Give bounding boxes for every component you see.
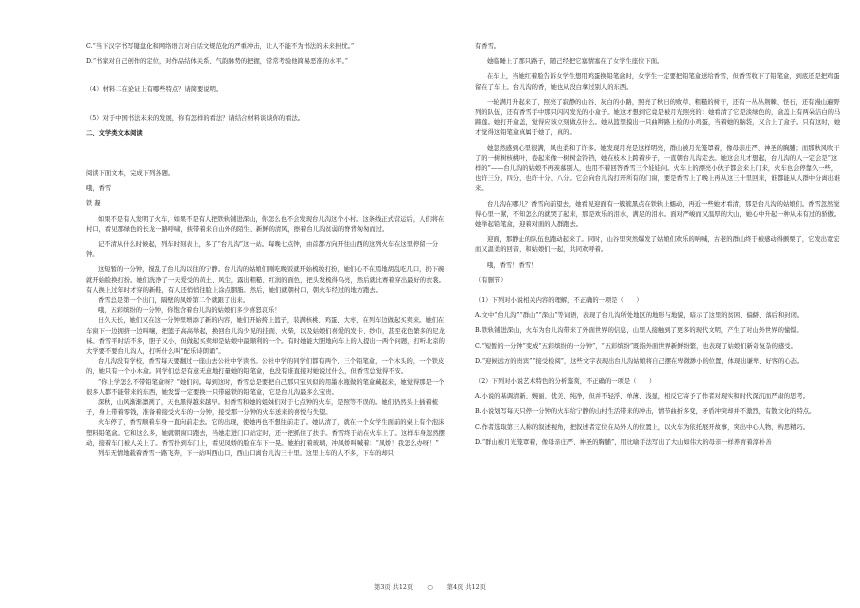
section-heading: 二、文学类文本阅读 — [86, 129, 143, 137]
question-2-option-c: C.作者选取第三人称的叙述视角，把叙述者定位在局外人的位置上，以火车为依托展开故事，突出中心人物，构思精巧。 — [475, 423, 810, 431]
option-d: D.“书家对自己创作的定位，对作品结体关系、气韵脉势的把握，常常考验他简易恶准的水平。” — [86, 58, 348, 66]
story-paragraph: 台儿沟没有学校，香雪每天要翻过一座山去公社中学读书。公社中学的同学们都有两个、三个铅笔盒，一个木头的，一个铁皮的，她只有一个小木盒。同学们总是有意无意地打量她的铅笔盒，也没有谁直接对她说过什么，但香雪总觉得不安。 — [86, 358, 445, 376]
question-1-option-b: B.铁轨铺进深山，火车为台儿沟带来了外面世界的信息，山里人接触到了更多的现代文明，产生了对山外世界的憧憬。 — [475, 327, 803, 335]
page-footer — [0, 582, 860, 591]
story-paragraph: 记不清从什么时候起，列车时刻表上，多了“台儿沟”这一站。每晚七点钟，由首都方向开往山西的这列火车在这里停留一分钟。 — [86, 241, 439, 259]
story-author: 铁 凝 — [86, 200, 101, 208]
story-ending: 哦，香雪！香雪！ — [487, 261, 538, 269]
story-paragraph: “你上学怎么不带铅笔盒呀？”她们问。每到这时，香雪总是要把自己那只宝贝似的用墨水瓶做的笔盒藏起来，她觉得那是一个很多人都不能带来的东西，她发誓一定要换一只带磁铁的铅笔盒，它是台儿沟最多么宝贵。 — [86, 378, 445, 396]
story-paragraph: 香雪总是第一个出门，隔壁的凤娇第二个就跟了出来。 — [98, 297, 250, 305]
story-paragraph: 火车停了，香雪顺着车身一直向前走去。它的出现，使她再也不想往前走了。她认清了，就在一个女学生面前的桌上有个泡沫塑料铅笔盒。它和这么多，她就朝窗口跑去，当她走进门口站定时，还一把抓住了扶手。香雪终于站在火车上了。这样车身忽然摆动，接着车门被人关上了。香雪扑到车门上，看见凤娇的脸在车下一晃。她拍打着玻璃，冲凤娇叫喊着：“凤娇！我怎么办呀！” — [86, 419, 445, 447]
story-paragraph: 一轮满月升起来了，照亮了寂静的山谷、灰白的小路，照亮了秋日的败草、粗糙的树干，还有一丛丛荆棘、怪石，还有漫山遍野列的队伍，还有香雪手中那只闪闪发光的小盒子。她这才想到它竟是被月光照亮的：她看清了它是淡绿色的，盒盖上有两朵洁白的马蹄莲。她打开盒盖，觉得应该立刻做点什么。她从篮里摸出一只曲辫路上检的小鸡蛋，当着她的脑袋，又合上了盒子。只有这时，她才觉得这铅笔盒真属于她了，真的。 — [475, 98, 841, 137]
right-column — [475, 42, 843, 448]
question-2-option-d: D.“群山被月光笼罩着，像母亲庄严、神圣的胸脯”，用比喻手法写出了大山如伟大的母亲一样养育着淳朴善 — [475, 438, 772, 446]
story-paragraph: 迎面，那静止的队伍也跑动起来了。同时，山谷里突然爆发了姑娘们欢乐的呐喊，古老的群山终于被感动得颤栗了，它发出宽宏而又温柔的回音，和姑娘们一起，共同欢呼着。 — [475, 236, 840, 254]
question-4: （4）材料二在论证上有哪些特点？请简要说明。 — [86, 86, 223, 94]
story-paragraph: 她忽然感到心里很满，风也柔和了许多。她发现月亮是这样明亮，群山被月光笼罩着，像母亲庄严、神圣的胸脯；而那秋风吹干了的一树树核桃叶，卷起来像一树树金铃铛，她在枝木上跨着步子，一直朝台儿沟走去。她这会儿才想起，台儿沟的人一定会是“这样的”——台儿沟的姑娘不再羡慕别人，也用不着回答香雪三个娃娃问。火车上的漂亮小伙子都会来上门来，火车也会停靠久一些，也许三分，四分，也许十分、八分。它会向台儿沟打开所有的门窗，要是香雪上了晚上再从这三十里回来，谁都能从人群中分离出谁来。 — [475, 144, 841, 193]
question-5: （5）对于中国书法未来的发展，你有怎样的看法？请结合材料谈谈你的看法。 — [86, 114, 305, 122]
story-paragraph: 日久天长，她们又在这一分钟里增添了新的内容，她们开始挎上篮子，装满核桃、鸡蛋、大枣，在列车边做起买卖来。她们在车窗下一边拥挤一边叫嚷，把篮子高高举起，换回台儿沟少见的挂面、火柴，以及姑娘们喜爱的发卡、纱巾，甚至花色繁多的尼龙袜。香雪平时话不多，胆子又小，但做起买卖却是姑娘中最顺利的一个。有时她能大胆地向车上的人提出一两个问题，打听北京的大学要不要台儿沟人，打听什么叫“配乐诗朗诵”。 — [86, 317, 445, 356]
story-paragraph: 列车无情地载着香雪一路飞奔，下一站叫西山口，西山口离台儿沟三十里。这里上车的人不多，下车的却只 — [98, 450, 394, 458]
left-column — [86, 42, 450, 459]
right-page-number: 第4页 共12页 — [446, 584, 486, 591]
story-paragraph: 在车上，当她红着脸告诉女学生想用鸡蛋换铅笔盒时，女学生一定要把铅笔盒送给香雪，但香雪收下了铅笔盒，到底还是把鸡蛋留在了车上。台儿沟的香，她也从没白拿过别人的东西。 — [475, 73, 840, 91]
option-c: C.“当下汉字书写键盘化和网络语言对自话文规范化的严重冲击，让人不能不为书法的未来担忧。” — [86, 43, 355, 50]
question-2-stem: （2）下列对小说艺术特色的分析鉴赏，不正确的一项是（ ） — [475, 378, 656, 386]
story-paragraph: 如果不是有人发明了火车，如果不是有人把铁轨铺进深山，你怎么也不会发现台儿沟这个小村。这条线正式营运后，人们将在村口，看见那绿色的长龙一路呼啸，挟带着来自山外的陌生、新鲜的清风，擦着台儿沟贫弱的脊背匆匆而过。 — [86, 215, 445, 233]
story-paragraph: 哦，五彩缤纷的一分钟，你饱含着台儿沟的姑娘们多少喜怒哀乐！ — [98, 307, 281, 315]
question-2-option-b: B.小说划写每天只停一分钟的火车给宁静的山村生活带来的冲击，情节曲折多变，矛盾冲突却并不激烈，有散文化的特点。 — [475, 408, 816, 416]
reading-instruction: 阅读下面文本，完成下列各题。 — [86, 170, 175, 178]
left-page-number: 第3页 共12页 — [374, 584, 414, 591]
question-1-option-a: A.文中“台儿沟”“群山”“深山”等词语，表现了台儿沟所处地区的地形与地貌，暗示了这里的贫困、偏僻、落后和封闭。 — [475, 312, 804, 320]
story-paragraph: 深秋，山风渐渐凛冽了，天也黑得越来越早。但香雪和她的姐妹们对于七点钟的火车，是照等不误的。她们仍然头上插着梳子，身上带着零钱，准备着接受火车的一分钟，接受那一分钟的火车送来的喜悦与失望。 — [86, 399, 439, 417]
question-2-option-a: A.小说的基调清新、婉丽、优美、纯净，但并不轻浮、单薄、浅显，相反它寄予了作者对现实和时代深沉而严肃的思考。 — [475, 393, 809, 401]
abridged-note: （有删节） — [475, 276, 507, 284]
story-paragraph: 有香雪。 — [475, 43, 501, 50]
story-paragraph: 这短暂的一分钟，搅乱了台儿沟以往的宁静。台儿沟的姑娘们刚吃晚饭就开始梳妆打扮，她们心不在焉地胡乱吃几口，扔下碗就开始脸换打扮。她们洗净了一天爱受的黄土、风尘，露出粗糙、红润的面色，把头发梳得乌亮，然后就比赛着穿出最好的衣裳。有人换上过年时才穿的新鞋，有人还悄悄往脸上涂点胭脂。然后，她们就朝村口，朝火车经过的地方跑去。 — [86, 266, 445, 294]
story-paragraph: 台儿沟在哪儿？香雪向前望去，她看见迎面有一簇簇黑点在铁轨上蠕动，再近一些她才看清，那是台儿沟的姑娘们。香雪忽然觉得心里一紧，不知怎么的就哭了起来，那是欢乐的泪水，满足的泪水。面对严峻而又温厚的大山，她心中升起一种从未有过的骄傲。她举起铅笔盒，迎着对面的人群跑去。 — [475, 200, 841, 229]
story-title: 哦，香雪 — [86, 185, 112, 193]
story-paragraph: 她临睡上了那只路子，随己经把它塞情塞在了女学生座位下面。 — [487, 58, 664, 66]
question-1-option-d: D.“迎候远方的贵宾”“接受检阅”，这些文字表现出台儿沟姑娘将自己摆在卑微渺小的位置，体现出谦卑、好客的心态。 — [475, 357, 804, 365]
question-1-stem: （1）下列对小说相关内容的理解，不正确的一项是（ ） — [475, 297, 643, 305]
footer-separator: ○ — [427, 584, 433, 591]
question-1-option-c: C.“短暂的一分钟”变成“五彩缤纷的一分钟”，“五彩缤纷”既指外面世界新鲜纷繁，也表现了姑娘们新奇复杂的感受。 — [475, 342, 797, 350]
